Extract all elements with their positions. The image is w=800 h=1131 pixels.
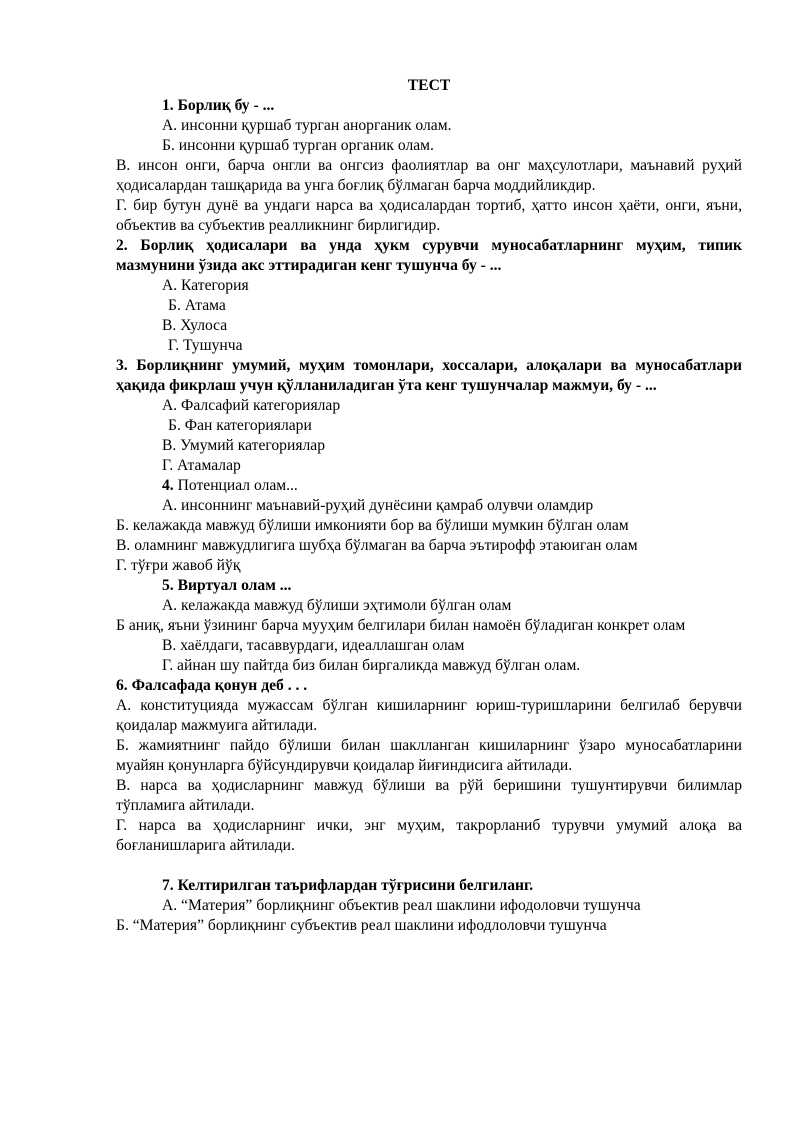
question-4	[116, 476, 742, 496]
answer-7a: А. “Материя” борлиқнинг объектив реал шаклини ифодоловчи тушунча	[162, 897, 641, 914]
answer-2c: В. Хулоса	[162, 317, 228, 334]
answer-2d: Г. Тушунча	[168, 337, 243, 354]
answer-6b: Б. жамиятнинг пайдо бўлиши билан шаклланган кишиларнинг ўзаро муносабатларини муайян қонунларга бўйсундирувчи қоидалар йиғиндисига айтилади.	[116, 737, 742, 774]
answer-3b: Б. Фан категориялари	[168, 417, 312, 434]
answer-5a: А. келажакда мавжуд бўлиши эҳтимоли бўлган олам	[162, 597, 512, 614]
answer-5b: Б аниқ, яъни ўзининг барча мууҳим белгилари билан намоён бўладиган конкрет олам	[116, 617, 686, 634]
answer-3c: В. Умумий категориялар	[162, 437, 325, 454]
answer-2a: А. Категория	[162, 277, 249, 294]
question-2: 2. Борлиқ ҳодисалари ва унда ҳукм сурувчи муносабатларнинг муҳим, типик мазмунини ўзида акс эттирадиган кенг тушунча бу - ...	[116, 237, 742, 274]
answer-4c: В. оламнинг мавжудлигига шубҳа бўлмаган ва барча эътирофф этаюиган олам	[116, 537, 638, 554]
answer-2b: Б. Атама	[168, 297, 226, 314]
answer-1a: А. инсонни қуршаб турган анорганик олам.	[162, 117, 452, 134]
question-1: 1. Борлиқ бу - ...	[162, 97, 275, 114]
answer-4b: Б. келажакда мавжуд бўлиши имконияти бор ва бўлиши мумкин бўлган олам	[116, 517, 629, 534]
question-3: 3. Борлиқнинг умумий, муҳим томонлари, хоссалари, алоқалари ва муносабатлари ҳақида фикрлаш учун қўлланиладиган ўта кенг тушунчалар мажмуи, бу - ...	[116, 357, 742, 394]
answer-3d: Г. Атамалар	[162, 457, 241, 474]
document-page	[116, 76, 742, 936]
answer-4a: А. инсоннинг маънавий-руҳий дунёсини қамраб олувчи оламдир	[162, 497, 594, 514]
answer-1b: Б. инсонни қуршаб турган органик олам.	[162, 137, 434, 154]
question-7: 7. Келтирилган таърифлардан тўғрисини белгиланг.	[162, 877, 534, 894]
question-4-text: Потенциал олам...	[177, 477, 298, 494]
question-6: 6. Фалсафада қонун деб . . .	[116, 677, 308, 694]
question-5: 5. Виртуал олам ...	[162, 577, 292, 594]
answer-4d: Г. тўғри жавоб йўқ	[116, 557, 241, 574]
answer-6d: Г. нарса ва ҳодисларнинг ички, энг муҳим, такрорланиб турувчи умумий алоқа ва боғланишларига айтилади.	[116, 817, 742, 854]
answer-1c: В. инсон онги, барча онгли ва онгсиз фаолиятлар ва онг маҳсулотлари, маънавий руҳий ҳодисалардан ташқарида ва унга боғлиқ бўлмаган барча моддийликдир.	[116, 157, 742, 194]
question-4-number: 4.	[162, 477, 174, 494]
answer-6a: А. конституцияда мужассам бўлган кишиларнинг юриш-туришларини белгилаб берувчи қоидалар мажмуига айтилади.	[116, 697, 742, 734]
answer-5c: В. хаёлдаги, тасаввурдаги, идеаллашган олам	[162, 637, 465, 654]
answer-5d: Г. айнан шу пайтда биз билан биргаликда мавжуд бўлган олам.	[162, 657, 581, 674]
answer-6c: В. нарса ва ҳодисларнинг мавжуд бўлиши ва рўй беришини тушунтирувчи билимлар тўпламига айтилади.	[116, 777, 742, 814]
answer-3a: А. Фалсафий категориялар	[162, 397, 341, 414]
spacer	[116, 856, 742, 876]
page-title: ТЕСТ	[407, 77, 451, 94]
answer-1d: Г. бир бутун дунё ва ундаги нарса ва ҳодисалардан тортиб, ҳатто инсон ҳаёти, онги, яъни, объектив ва субъектив реалликнинг бирлигидир.	[116, 197, 742, 234]
answer-7b: Б. “Материя” борлиқнинг субъектив реал шаклини ифодлоловчи тушунча	[116, 917, 607, 934]
